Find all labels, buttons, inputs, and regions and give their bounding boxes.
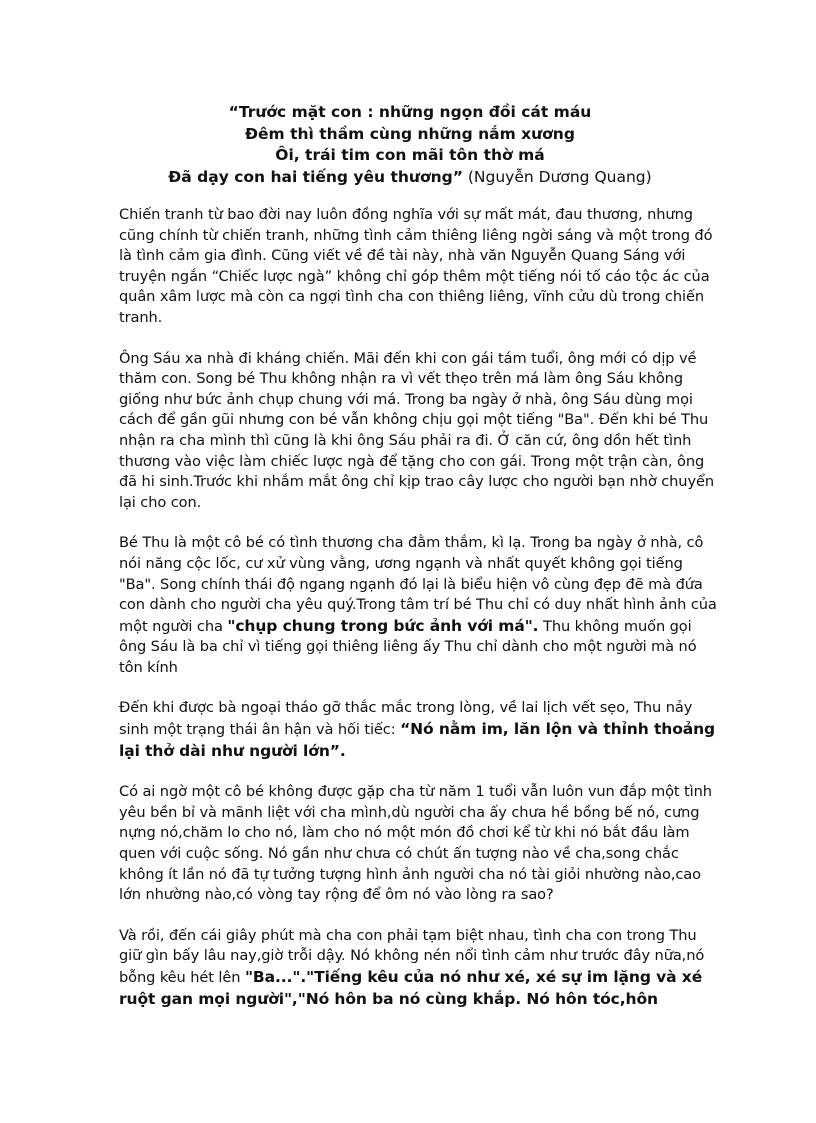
- epigraph-poem: [150, 102, 670, 188]
- paragraph-3-quote: "chụp chung trong bức ảnh với má".: [227, 616, 539, 635]
- paragraph-6-quote: "Ba..."."Tiếng kêu của nó như xé, xé sự im lặng và xé ruột gan mọi người","Nó hôn ba nó cùng khắp. Nó hôn tóc,hôn: [119, 968, 703, 1008]
- poem-author: (Nguyễn Dương Quang): [462, 167, 652, 186]
- paragraph-1: Chiến tranh từ bao đời nay luôn đồng nghĩa với sự mất mát, đau thương, nhưng cũng chính từ chiến tranh, những tình cảm thiêng liêng ngời sáng và một trong đó là tình cảm gia đình. Cũng viết về đề tài này, nhà văn Nguyễn Quang Sáng với truyện ngắn “Chiếc lược ngà” không chỉ góp thêm một tiếng nói tố cáo tộc ác của quân xâm lược mà còn ca ngợi tình cha con thiêng liêng, vĩnh cửu dù trong chiến tranh.: [119, 206, 713, 326]
- paragraph-6: [119, 926, 719, 1010]
- paragraph-6-text: Và rồi, đến cái giây phút mà cha con phải tạm biệt nhau, tình cha con trong Thu giữ gìn bấy lâu nay,giờ trỗi dậy. Nó không nén nổi tình cảm như trước đây nữa,nó bỗng kêu hét lên: [119, 926, 705, 986]
- paragraph-4-text: Đến khi được bà ngoại tháo gỡ thắc mắc trong lòng, về lai lịch vết sẹo, Thu nảy sinh một trạng thái ân hận và hối tiếc:: [119, 699, 693, 739]
- paragraph-3: [119, 533, 719, 678]
- poem-line: Ôi, trái tim con mãi tôn thờ má: [275, 146, 545, 164]
- paragraph-3-text: Bé Thu là một cô bé có tình thương cha đằm thắm, kì lạ. Trong ba ngày ở nhà, cô nói năng cộc lốc, cư xử vùng vằng, ương ngạnh và nhất quyết không gọi tiếng "Ba". Song chính thái độ ngang ngạnh đó lại là biểu hiện vô cùng đẹp đẽ mà đứa con dành cho người cha yêu quý.Trong tâm trí bé Thu chỉ có duy nhất hình ảnh của một người cha: [119, 534, 717, 635]
- poem-line: “Trước mặt con : những ngọn đồi cát máu: [228, 103, 592, 121]
- paragraph-2: Ông Sáu xa nhà đi kháng chiến. Mãi đến khi con gái tám tuổi, ông mới có dịp về thăm con. Song bé Thu không nhận ra vì vết thẹo trên má làm ông Sáu không giống như bức ảnh chụp chung với má. Trong ba ngày ở nhà, ông Sáu dùng mọi cách để gần gũi nhưng con bé vẫn không chịu gọi một tiếng "Ba". Đến khi bé Thu nhận ra cha mình thì cũng là khi ông Sáu phải ra đi. Ở căn cứ, ông dồn hết tình thương vào việc làm chiếc lược ngà để tặng cho con gái. Trong một trận càn, ông đã hi sinh.Trước khi nhắm mắt ông chỉ kịp trao cây lược cho người bạn nhờ chuyển lại cho con.: [119, 349, 715, 511]
- poem-last-line: [150, 167, 670, 189]
- poem-line: Đã dạy con hai tiếng yêu thương”: [168, 167, 463, 186]
- paragraph-5: Có ai ngờ một cô bé không được gặp cha từ năm 1 tuổi vẫn luôn vun đắp một tình yêu bền bỉ và mãnh liệt với cha mình,dù người cha ấy chưa hề bồng bế nó, cưng nựng nó,chăm lo cho nó, làm cho nó một món đồ chơi kể từ khi nó bắt đầu làm quen với cuộc sống. Nó gần như chưa có chút ấn tượng nào về cha,song chắc không ít lần nó đã tự tưởng tượng hình ảnh người cha nó tài giỏi nhường nào,cao lớn nhường nào,có vòng tay rộng để ôm nó vào lòng ra sao?: [119, 783, 712, 904]
- essay-body: [119, 205, 719, 1030]
- poem-line: Đêm thì thầm cùng những nắm xương: [245, 124, 575, 143]
- paragraph-3-text-end: Thu không muốn gọi ông Sáu là ba chỉ vì tiếng gọi thiêng liêng ấy Thu chỉ dành cho một người mà nó tôn kính: [119, 617, 697, 676]
- paragraph-4: [119, 698, 719, 762]
- paragraph-4-quote: “Nó nằm im, lăn lộn và thỉnh thoảng lại thở dài như người lớn”.: [119, 720, 716, 760]
